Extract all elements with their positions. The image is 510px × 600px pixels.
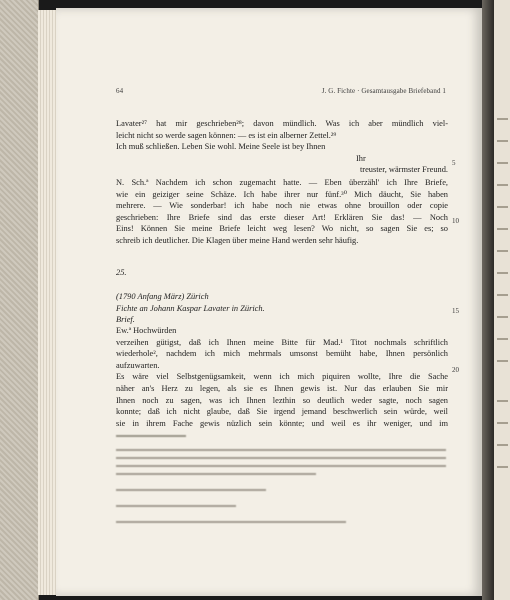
text-line: verzeihen gütigst, daß ich Ihnen meine Bitte für Mad.¹ Titot nochmals schriftlich [116, 337, 448, 347]
letter-type: Brief. [116, 315, 135, 325]
text-line: leicht nicht so werde sagen können: — es ist ein alberner Zettel.²⁹ [116, 130, 337, 140]
postscript [116, 177, 448, 247]
line-number: 10 [452, 217, 459, 225]
text-line: geschrieben: Ihre Briefe sind das erste dieser Art! Erklären Sie das! — Noch [116, 212, 448, 222]
text-line: Lavater²⁷ hat mir geschrieben²⁸; davon mündlich. Was ich aber mündlich viel- [116, 119, 448, 128]
text-line: aufzuwarten. [116, 360, 160, 370]
footnotes-blurred [116, 425, 448, 539]
line-number: 15 [452, 307, 459, 315]
letter-meta [116, 291, 448, 326]
text-line: N. Sch.ª Nachdem ich schon zugemacht hatte. — Eben überzähl' ich Ihre Briefe, [116, 178, 448, 187]
page-number: 64 [116, 87, 124, 95]
page-stack-edges [38, 10, 56, 595]
text-line: schreib ich deutlicher. Die Klagen über meine Hand werden sehr häufig. [116, 235, 359, 245]
letter-sender: Fichte an Johann Kaspar Lavater in Zürich. [116, 303, 265, 313]
line-number: 20 [452, 366, 459, 374]
letter-closing [116, 118, 448, 176]
running-title: J. G. Fichte · Gesamtausgabe Briefeband 1 [321, 87, 446, 95]
text-line: Es wäre viel Selbstgenügsamkeit, wenn ich mich piquiren wollte, Ihre die Sache [116, 372, 448, 382]
signature-line: treuster, wärmster Freund. [359, 165, 448, 175]
letter-number: 25. [116, 268, 127, 277]
footnote-lines [116, 425, 448, 535]
text-line: Ich muß schließen. Leben Sie wohl. Meine Seele ist bey Ihnen [116, 142, 326, 152]
text-line: Ew.ª Hochwürden [116, 326, 177, 335]
text-line: wie ein geiziger seine Schäze. Ich habe ihrer nur fünf.³⁰ Mich däucht, Sie haben [116, 189, 448, 199]
letter-body [116, 325, 448, 429]
text-line: konnte; daß ich nicht glaube, daß Sie irgend jemand beschwerlich sein würde, weil [116, 407, 448, 417]
facing-page-edge [494, 0, 510, 600]
text-line: Ihr [356, 153, 366, 163]
letter-date-place: (1790 Anfang März) Zürich [116, 292, 209, 301]
text-line: Eins! Können Sie meine Briefe leicht weg lesen? Wo nicht, so sagen Sie es; so [116, 224, 448, 234]
line-number: 5 [452, 159, 456, 167]
text-line: wiederhole², nachdem ich mich mehrmals umsonst bemüht habe, Ihnen persönlich [116, 349, 448, 359]
text-line: sie in ihrem Fache gewis nüzlich sein könnte; und weil es ihr weniger, und im [116, 418, 448, 428]
text-line: mehrere. — Wie sonderbar! ich habe noch nie etwas ohne brouillon oder copie [116, 201, 448, 211]
letter-heading [116, 267, 448, 279]
book-gutter [482, 0, 494, 600]
book-cover-edge [0, 0, 39, 600]
text-line: näher an's Herz zu legen, als sie es Ihnen gewis ist. Nur das erlauben Sie mir [116, 383, 448, 393]
text-line: Ihnen noch zu sagen, was ich Ihnen lezthin so deutlich weder sagte, noch sagen [116, 395, 448, 405]
